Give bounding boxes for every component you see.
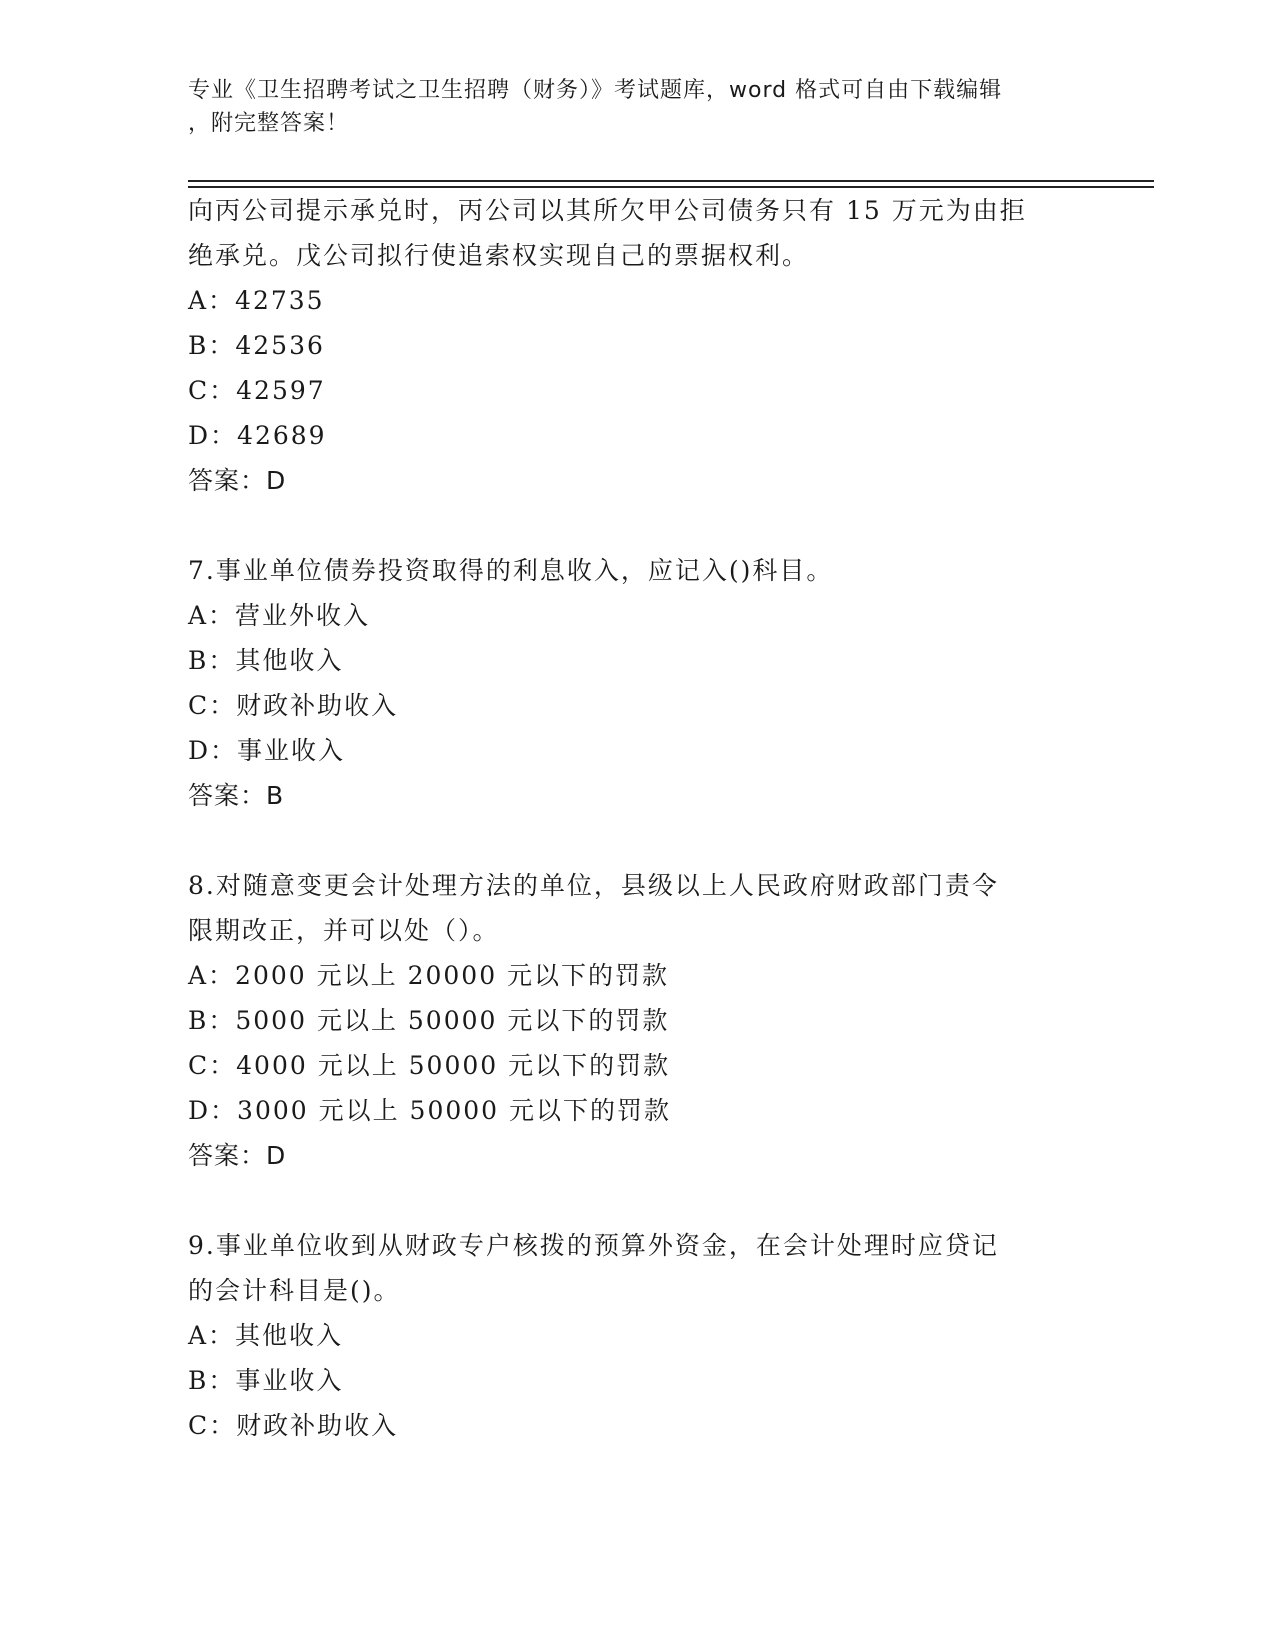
question-stem-line: 9.事业单位收到从财政专户核拨的预算外资金，在会计处理时应贷记 xyxy=(188,1231,999,1260)
option-c: C：财政补助收入 xyxy=(188,691,399,720)
option-b: B：42536 xyxy=(188,331,325,360)
option-c: C：42597 xyxy=(188,376,326,405)
header-line-1: 专业《卫生招聘考试之卫生招聘（财务）》考试题库，word 格式可自由下载编辑 xyxy=(188,78,1003,103)
spacer xyxy=(188,818,1088,863)
option-a: A：2000 元以上 20000 元以下的罚款 xyxy=(188,961,670,990)
option-c: C：4000 元以上 50000 元以下的罚款 xyxy=(188,1051,671,1080)
spacer xyxy=(188,503,1088,548)
question-9 xyxy=(188,1223,1088,1448)
answer: 答案：B xyxy=(188,781,285,810)
option-a: A：42735 xyxy=(188,286,325,315)
option-d: D：事业收入 xyxy=(188,736,346,765)
question-stem-line: 8.对随意变更会计处理方法的单位，县级以上人民政府财政部门责令 xyxy=(188,871,999,900)
answer: 答案：D xyxy=(188,466,287,495)
document-header xyxy=(188,74,1078,140)
question-8 xyxy=(188,863,1088,1178)
option-b: B：事业收入 xyxy=(188,1366,344,1395)
question-stem-line: 向丙公司提示承兑时，丙公司以其所欠甲公司债务只有 15 万元为由拒 xyxy=(188,196,1027,225)
option-b: B：其他收入 xyxy=(188,646,344,675)
question-stem-line: 绝承兑。戊公司拟行使追索权实现自己的票据权利。 xyxy=(188,241,810,270)
spacer xyxy=(188,1178,1088,1223)
header-line-2: ，附完整答案！ xyxy=(188,111,350,136)
header-rule-top xyxy=(188,180,1154,182)
question-6-continued xyxy=(188,188,1088,503)
question-stem-line: 的会计科目是()。 xyxy=(188,1276,401,1305)
question-stem-line: 7.事业单位债券投资取得的利息收入，应记入()科目。 xyxy=(188,556,834,585)
answer: 答案：D xyxy=(188,1141,287,1170)
question-list xyxy=(188,188,1088,1448)
option-c: C：财政补助收入 xyxy=(188,1411,399,1440)
option-d: D：42689 xyxy=(188,421,327,450)
question-stem-line: 限期改正，并可以处（）。 xyxy=(188,916,500,945)
option-d: D：3000 元以上 50000 元以下的罚款 xyxy=(188,1096,672,1125)
option-b: B：5000 元以上 50000 元以下的罚款 xyxy=(188,1006,670,1035)
option-a: A：其他收入 xyxy=(188,1321,344,1350)
question-7 xyxy=(188,548,1088,818)
option-a: A：营业外收入 xyxy=(188,601,371,630)
